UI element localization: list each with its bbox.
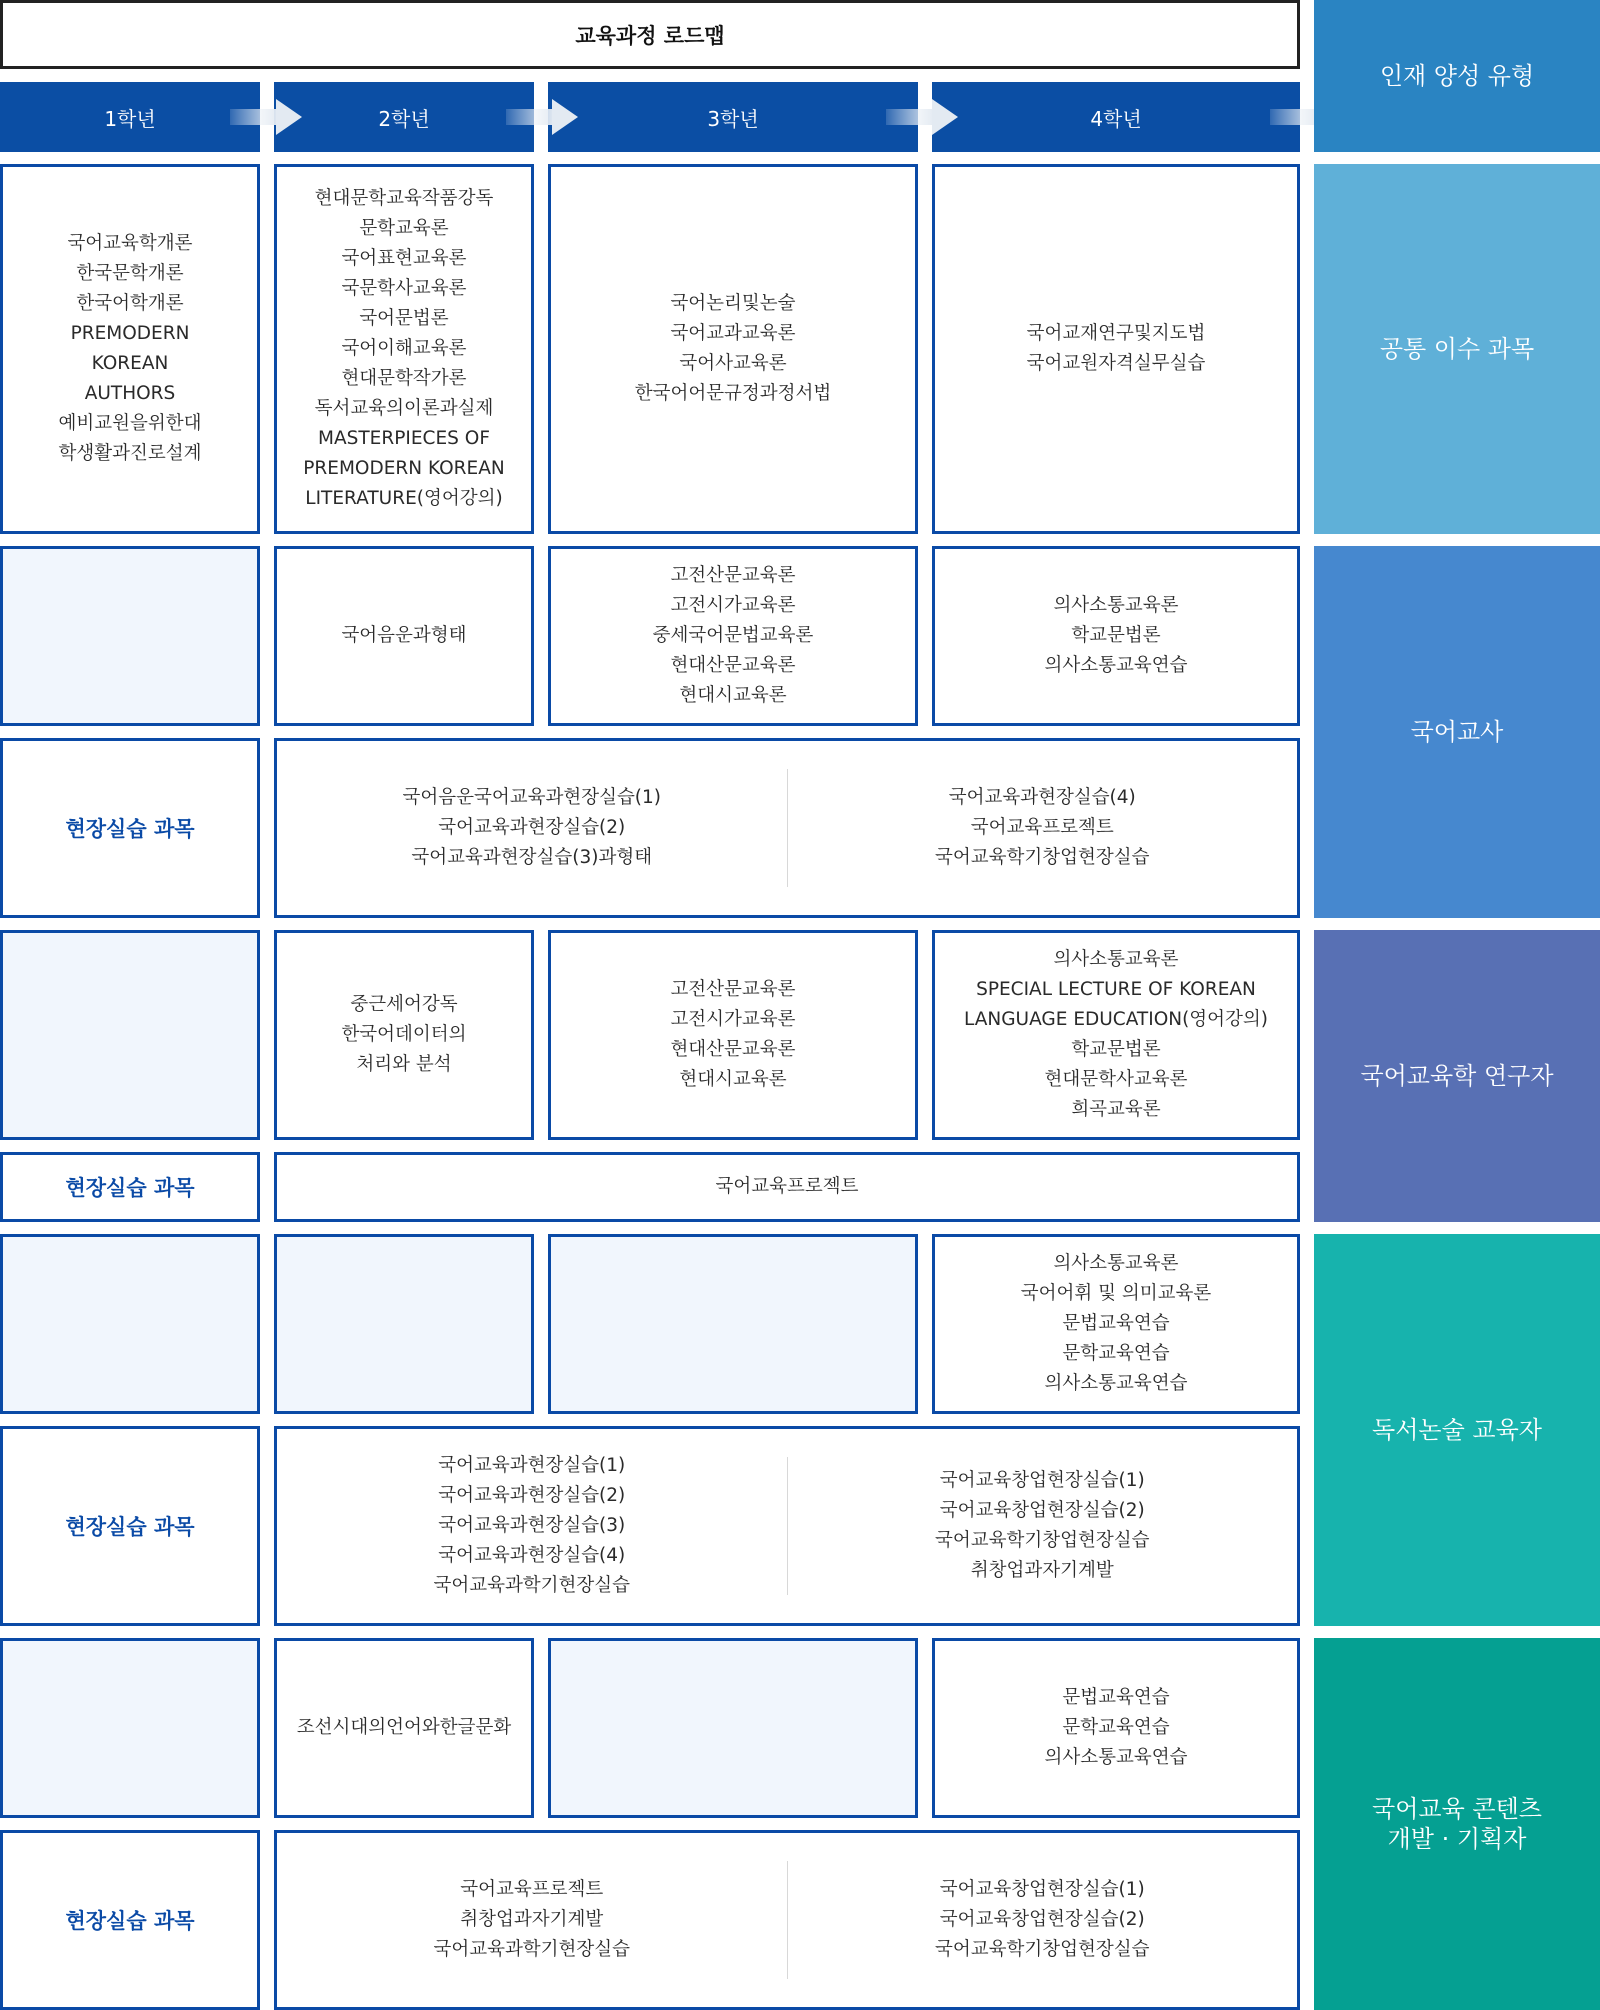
reading-practice-left: 국어교육과현장실습(1) 국어교육과현장실습(2) 국어교육과현장실습(3) 국어교육과현장실습(4) 국어교육과학기현장실습	[433, 1455, 631, 1596]
year-3-header: 3학년	[548, 82, 918, 152]
teacher-year4-courses: 의사소통교육론 학교문법론 의사소통교육연습	[932, 546, 1300, 726]
reading-practice-label: 현장실습 과목	[0, 1426, 260, 1626]
content-practice-courses	[274, 1830, 1300, 2010]
roadmap-title: 교육과정 로드맵	[0, 0, 1300, 69]
common-year2-courses: 현대문학교육작품강독 문학교육론 국어표현교육론 국문학사교육론 국어문법론 국어이해교육론 현대문학작가론 독서교육의이론과실제 MASTERPIECES OF PREMODERN KOREAN LITERATURE(영어강의)	[274, 164, 534, 534]
reading-practice-right: 국어교육창업현장실습(1) 국어교육창업현장실습(2) 국어교육학기창업현장실습 취창업과자기계발	[935, 1470, 1150, 1581]
arrow-right-icon	[886, 97, 958, 137]
reading-year3-empty	[548, 1234, 918, 1414]
teacher-year1-empty	[0, 546, 260, 726]
researcher-year4-courses: 의사소통교육론 SPECIAL LECTURE OF KOREAN LANGUAGE EDUCATION(영어강의) 학교문법론 현대문학사교육론 희곡교육론	[932, 930, 1300, 1140]
talent-type-header: 인재 양성 유형	[1314, 0, 1600, 152]
common-year3-courses: 국어논리및논술 국어교과교육론 국어사교육론 한국어어문규정과정서법	[548, 164, 918, 534]
teacher-year2-courses: 국어음운과형태	[274, 546, 534, 726]
researcher-practice-label: 현장실습 과목	[0, 1152, 260, 1222]
arrow-right-icon	[506, 97, 578, 137]
reading-practice-courses	[274, 1426, 1300, 1626]
teacher-practice-left: 국어음운국어교육과현장실습(1) 국어교육과현장실습(2) 국어교육과현장실습(3)과형태	[402, 787, 662, 868]
type-content-developer: 국어교육 콘텐츠 개발 · 기획자	[1314, 1638, 1600, 2010]
reading-year4-courses: 의사소통교육론 국어어휘 및 의미교육론 문법교육연습 문학교육연습 의사소통교육연습	[932, 1234, 1300, 1414]
reading-year2-empty	[274, 1234, 534, 1414]
common-year4-courses: 국어교재연구및지도법 국어교원자격실무실습	[932, 164, 1300, 534]
researcher-year1-empty	[0, 930, 260, 1140]
content-year4-courses: 문법교육연습 문학교육연습 의사소통교육연습	[932, 1638, 1300, 1818]
content-year3-empty	[548, 1638, 918, 1818]
researcher-year2-courses: 중근세어강독 한국어데이터의 처리와 분석	[274, 930, 534, 1140]
common-year1-courses: 국어교육학개론 한국문학개론 한국어학개론 PREMODERN KOREAN AUTHORS 예비교원을위한대 학생활과진로설계	[0, 164, 260, 534]
type-reading-educator: 독서논술 교육자	[1314, 1234, 1600, 1626]
content-practice-label: 현장실습 과목	[0, 1830, 260, 2010]
content-year1-empty	[0, 1638, 260, 1818]
type-korean-teacher: 국어교사	[1314, 546, 1600, 918]
year-1-header: 1학년	[0, 82, 260, 152]
arrow-right-icon	[230, 97, 302, 137]
content-year2-courses: 조선시대의언어와한글문화	[274, 1638, 534, 1818]
year-2-header: 2학년	[274, 82, 534, 152]
researcher-year3-courses: 고전산문교육론 고전시가교육론 현대산문교육론 현대시교육론	[548, 930, 918, 1140]
reading-year1-empty	[0, 1234, 260, 1414]
teacher-practice-right: 국어교육과현장실습(4) 국어교육프로젝트 국어교육학기창업현장실습	[935, 787, 1150, 868]
content-practice-left: 국어교육프로젝트 취창업과자기계발 국어교육과학기현장실습	[433, 1879, 631, 1960]
researcher-practice-courses: 국어교육프로젝트	[274, 1152, 1300, 1222]
year-4-header: 4학년	[932, 82, 1300, 152]
teacher-practice-label: 현장실습 과목	[0, 738, 260, 918]
content-practice-right: 국어교육창업현장실습(1) 국어교육창업현장실습(2) 국어교육학기창업현장실습	[935, 1879, 1150, 1960]
type-common-courses: 공통 이수 과목	[1314, 164, 1600, 534]
teacher-year3-courses: 고전산문교육론 고전시가교육론 중세국어문법교육론 현대산문교육론 현대시교육론	[548, 546, 918, 726]
type-researcher: 국어교육학 연구자	[1314, 930, 1600, 1222]
teacher-practice-courses	[274, 738, 1300, 918]
